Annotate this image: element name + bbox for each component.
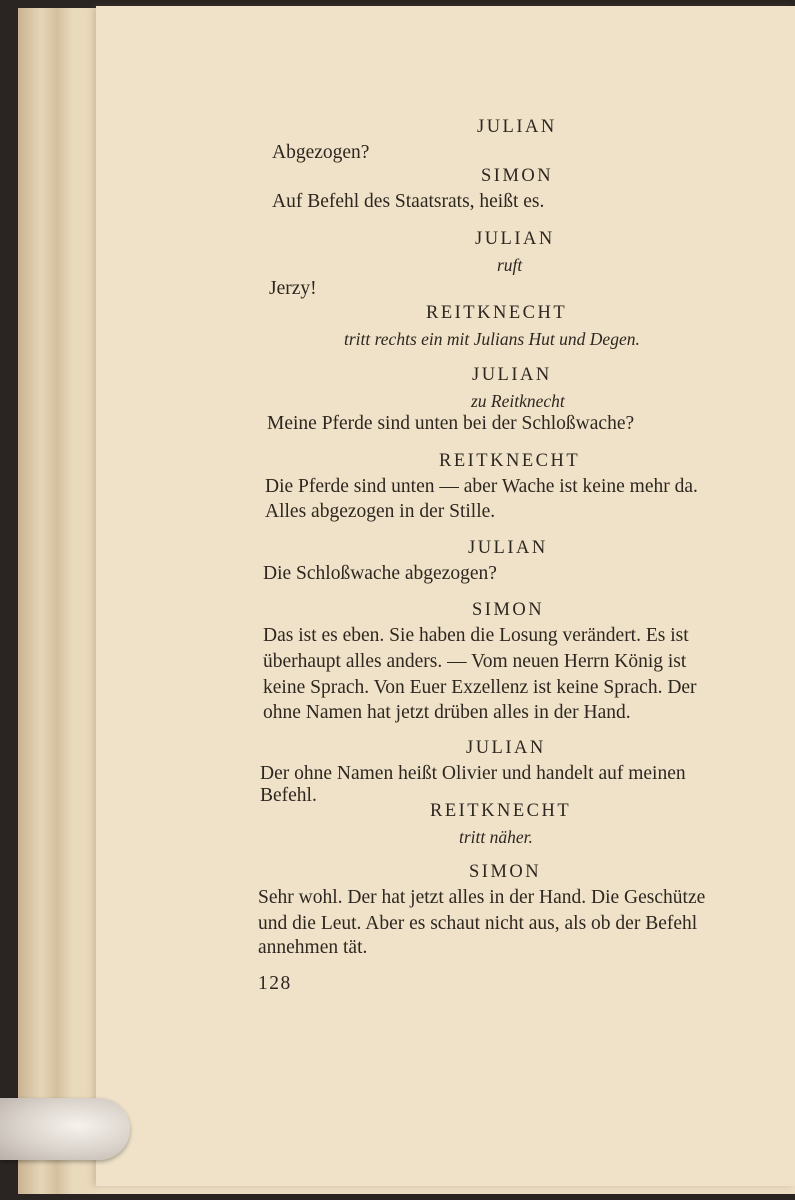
dialogue-line: Meine Pferde sind unten bei der Schloßwache? bbox=[267, 413, 635, 434]
page-number: 128 bbox=[258, 973, 292, 994]
speaker-name: SIMON bbox=[481, 166, 554, 186]
dialogue-line: ohne Namen hat jetzt drüben alles in der Hand. bbox=[263, 702, 631, 723]
thumb bbox=[0, 1098, 130, 1160]
speaker-name: JULIAN bbox=[477, 117, 557, 137]
dialogue-line: und die Leut. Aber es schaut nicht aus, als ob der Befehl bbox=[258, 913, 698, 934]
dialogue-line: Abgezogen? bbox=[272, 142, 370, 163]
speaker-name: SIMON bbox=[469, 862, 542, 882]
dialogue-line: Die Pferde sind unten — aber Wache ist keine mehr da. bbox=[265, 476, 698, 497]
speaker-name: SIMON bbox=[472, 600, 545, 620]
speaker-name: REITKNECHT bbox=[426, 303, 568, 323]
book-page bbox=[96, 6, 795, 1186]
dialogue-line: Auf Befehl des Staatsrats, heißt es. bbox=[272, 191, 545, 212]
stage-direction: ruft bbox=[497, 255, 523, 275]
speaker-name: JULIAN bbox=[475, 229, 555, 249]
speaker-name: JULIAN bbox=[472, 365, 552, 385]
stage-direction: tritt rechts ein mit Julians Hut und Degen. bbox=[344, 329, 640, 349]
speaker-name: JULIAN bbox=[468, 538, 548, 558]
stage-direction: zu Reitknecht bbox=[471, 391, 565, 411]
dialogue-line: Sehr wohl. Der hat jetzt alles in der Hand. Die Geschütze bbox=[258, 887, 706, 908]
dialogue-line: Der ohne Namen heißt Olivier und handelt auf meinen bbox=[260, 763, 686, 784]
dialogue-line: Befehl. bbox=[260, 785, 317, 806]
dialogue-line: annehmen tät. bbox=[258, 937, 368, 958]
dialogue-line: Jerzy! bbox=[269, 278, 317, 299]
dialogue-line: keine Sprach. Von Euer Exzellenz ist keine Sprach. Der bbox=[263, 677, 697, 698]
dialogue-line: Das ist es eben. Sie haben die Losung verändert. Es ist bbox=[263, 625, 689, 646]
stage-direction: tritt näher. bbox=[459, 827, 533, 847]
speaker-name: REITKNECHT bbox=[439, 451, 581, 471]
dialogue-line: überhaupt alles anders. — Vom neuen Herrn König ist bbox=[263, 651, 687, 672]
speaker-name: JULIAN bbox=[466, 738, 546, 758]
dialogue-line: Alles abgezogen in der Stille. bbox=[265, 501, 496, 522]
speaker-name: REITKNECHT bbox=[430, 801, 572, 821]
dialogue-line: Die Schloßwache abgezogen? bbox=[263, 563, 497, 584]
